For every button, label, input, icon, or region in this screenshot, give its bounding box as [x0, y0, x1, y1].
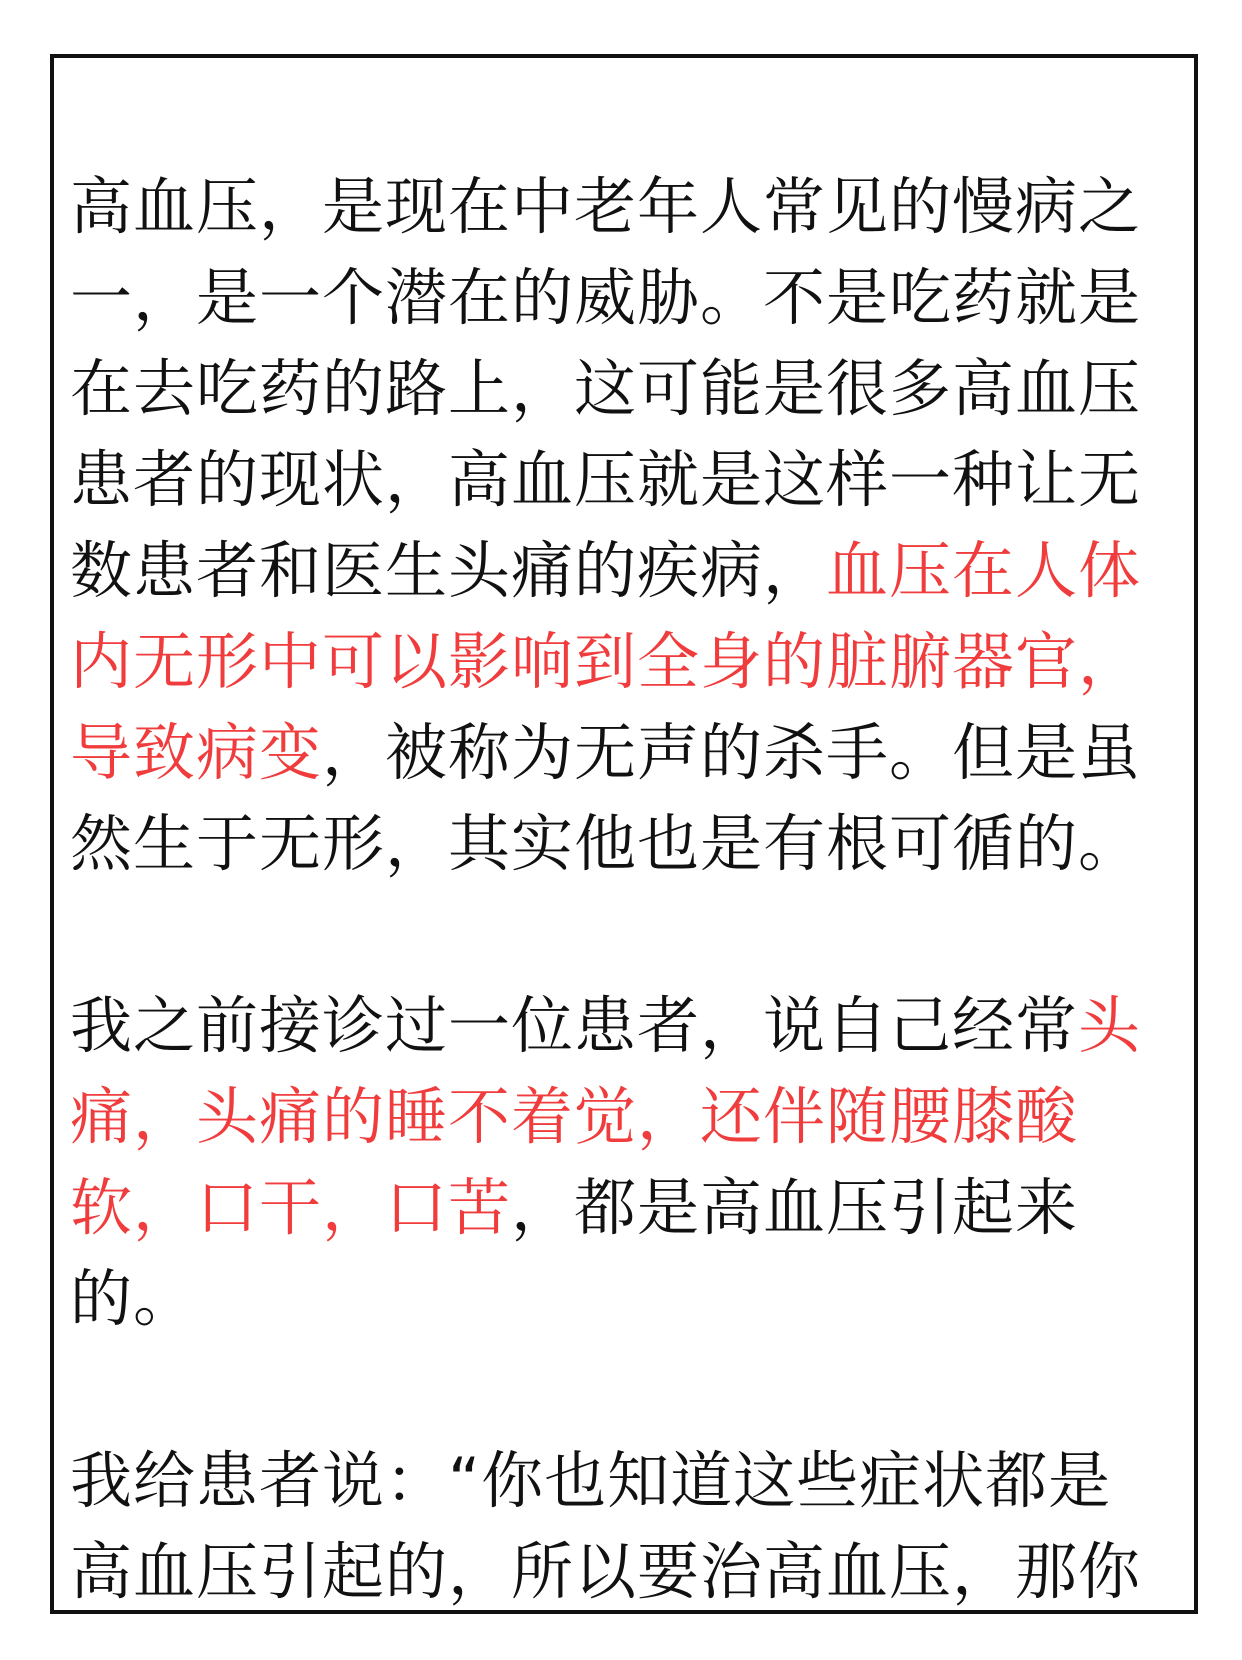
- paragraph-1: [70, 161, 1180, 889]
- text-segment: ，被称为无声的杀手。但是虽: [322, 716, 1142, 789]
- text-line: [70, 1435, 1180, 1526]
- text-segment: ，都是高血压引起来: [511, 1171, 1079, 1244]
- document-frame: [50, 54, 1198, 1614]
- text-line: [70, 798, 1180, 889]
- text-line: [70, 1526, 1180, 1614]
- text-line: [70, 161, 1180, 252]
- text-line: [70, 1162, 1180, 1253]
- text-line: [70, 1253, 1180, 1344]
- text-line: [70, 980, 1180, 1071]
- text-segment: 患者的现状，高血压就是这样一种让无: [70, 443, 1142, 516]
- text-line: [70, 707, 1180, 798]
- highlighted-text: 内无形中可以影响到全身的脏腑器官，: [70, 625, 1142, 698]
- text-segment: 我给患者说：“你也知道这些症状都是: [70, 1444, 1112, 1517]
- text-line: [70, 1071, 1180, 1162]
- text-line: [70, 616, 1180, 707]
- text-segment: 高血压，是现在中老年人常见的慢病之: [70, 170, 1142, 243]
- highlighted-text: 导致病变: [70, 716, 323, 789]
- highlighted-text: 痛，头痛的睡不着觉，还伴随腰膝酸: [70, 1080, 1079, 1153]
- text-segment: 然生于无形，其实他也是有根可循的。: [70, 807, 1142, 880]
- text-line: [70, 252, 1180, 343]
- paragraph-2: [70, 980, 1180, 1344]
- highlighted-text: 软，口干，口苦: [70, 1171, 512, 1244]
- text-line: [70, 434, 1180, 525]
- text-segment: 我之前接诊过一位患者，说自己经常: [70, 989, 1079, 1062]
- highlighted-text: 血压在人体: [826, 534, 1142, 607]
- text-segment: 在去吃药的路上，这可能是很多高血压: [70, 352, 1142, 425]
- text-line: [70, 343, 1180, 434]
- paragraph-3: [70, 1435, 1180, 1614]
- highlighted-text: 头: [1078, 989, 1142, 1062]
- text-segment: 一，是一个潜在的威胁。不是吃药就是: [70, 261, 1142, 334]
- text-segment: 高血压引起的，所以要治高血压，那你: [70, 1535, 1142, 1608]
- text-line: [70, 525, 1180, 616]
- document-body: [70, 161, 1180, 1614]
- text-segment: 数患者和医生头痛的疾病，: [70, 534, 827, 607]
- text-segment: 的。: [70, 1262, 197, 1335]
